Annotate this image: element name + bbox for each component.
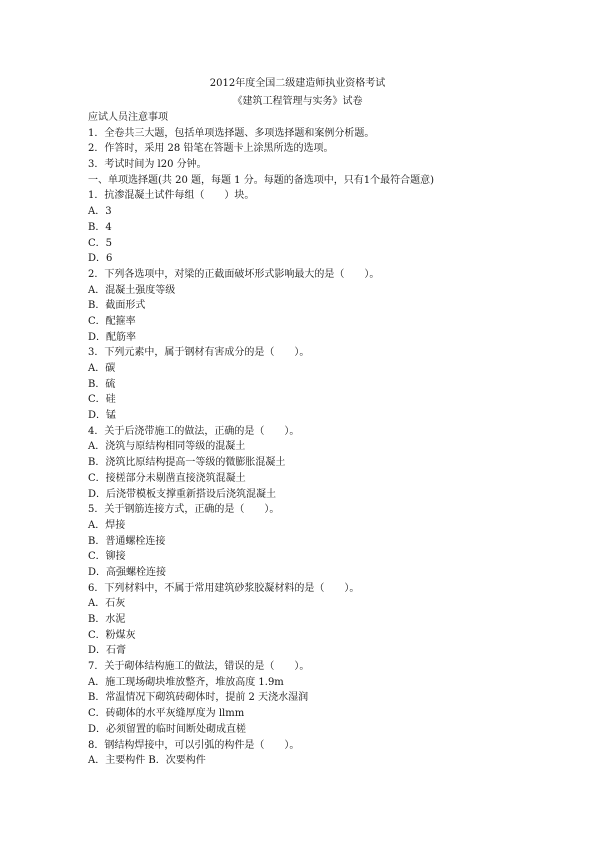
text-line: 2．作答时，采用 28 铅笔在答题卡上涂黑所选的选项。 — [88, 143, 334, 155]
text-line: C．接槎部分未剔凿直接浇筑混凝土 — [88, 472, 246, 484]
text-line: A．施工现场砌块堆放整齐，堆放高度 1.9m — [88, 676, 284, 688]
text-line: 3．考试时间为 l20 分钟。 — [88, 159, 207, 171]
text-line: 6．下列材料中，不属于常用建筑砂浆胶凝材料的是（ ）。 — [88, 582, 360, 594]
text-line: 4．关于后浇带施工的做法，正确的是（ ）。 — [88, 425, 300, 437]
text-line: A．浇筑与原结构相同等级的混凝土 — [88, 441, 246, 453]
exam-title: 2012年度全国二级建造师执业资格考试 — [209, 78, 386, 89]
text-line: A．混凝土强度等级 — [88, 284, 176, 296]
text-line: B．浇筑比原结构提高一等级的微膨胀混凝土 — [88, 457, 286, 469]
text-line: 2．下列各选项中，对梁的正截面破坏形式影响最大的是（ ）。 — [88, 268, 380, 280]
text-line: D．配筋率 — [88, 331, 137, 343]
text-line: A．碳 — [88, 363, 116, 374]
text-line: C．砖砌体的水平灰缝厚度为 llmm — [88, 708, 245, 720]
text-line: D．后浇带模板支撑重新搭设后浇筑混凝土 — [88, 488, 277, 500]
text-line: C．粉煤灰 — [88, 629, 136, 641]
text-line: B．水泥 — [88, 614, 126, 625]
text-line: C．硅 — [88, 394, 116, 406]
text-line: 7．关于砌体结构施工的做法，错误的是（ ）。 — [88, 661, 310, 673]
text-line: 1．全卷共三大题，包括单项选择题、多项选择题和案例分析题。 — [88, 127, 375, 139]
text-line: C．配箍率 — [88, 315, 136, 327]
text-line: 一、单项选择题(共 20 题，每题 1 分。每题的备选项中，只有1个最符合题意) — [88, 174, 434, 186]
text-line: B．4 — [88, 221, 112, 233]
text-line: 5．关于钢筋连接方式，正确的是（ ）。 — [88, 504, 280, 516]
exam-subtitle: 《建筑工程管理与实务》试卷 — [232, 96, 363, 107]
text-line: D．石膏 — [88, 645, 127, 657]
text-line: D．锰 — [88, 410, 117, 422]
text-line: 1．抗渗混凝土试件每组（ ）块。 — [88, 190, 255, 202]
text-line: B．常温情况下砌筑砖砌体时，提前 2 天浇水湿润 — [88, 692, 309, 704]
text-line: A．石灰 — [88, 598, 126, 610]
text-line: C．铆接 — [88, 551, 126, 563]
text-line: A．焊接 — [88, 519, 126, 531]
exam-body — [88, 110, 568, 769]
text-line: B．普通螺栓连接 — [88, 535, 166, 547]
text-line: B．截面形式 — [88, 300, 146, 312]
text-line: D．6 — [88, 253, 113, 265]
text-line: A．3 — [88, 206, 112, 218]
text-line: B．硫 — [88, 378, 116, 390]
text-line: A．主要构件 B．次要构件 — [88, 755, 206, 767]
text-line: 3．下列元素中，属于钢材有害成分的是（ ）。 — [88, 347, 310, 359]
text-line: D．必须留置的临时间断处砌成直槎 — [88, 723, 247, 735]
text-line: C．5 — [88, 237, 113, 249]
text-line: D．高强螺栓连接 — [88, 566, 167, 578]
text-line: 应试人员注意事项 — [88, 112, 168, 123]
text-line: 8．钢结构焊接中，可以引弧的构件是（ ）。 — [88, 739, 300, 751]
